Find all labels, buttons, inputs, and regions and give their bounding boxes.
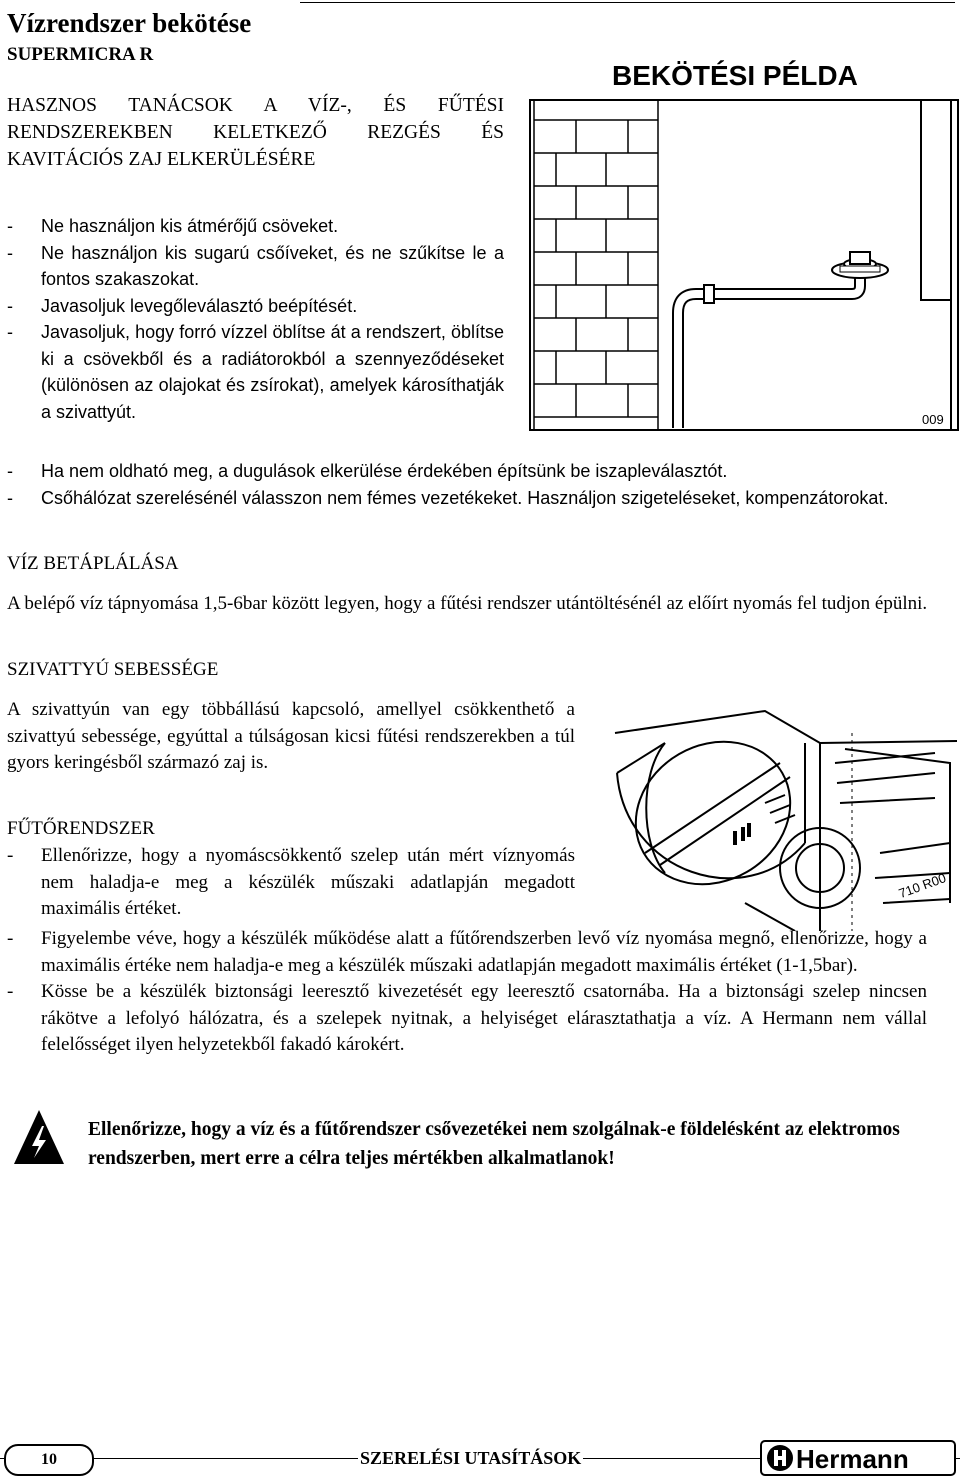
logo-text: Hermann <box>796 1444 909 1474</box>
top-rule <box>300 2 955 3</box>
list-item: - Kösse be a készülék biztonsági leeresztő kivezetését egy leeresztő csatornába. Ha a biztonsági szelep nincsen rákötve a lefolyó hálózatra, és a szelepek nyitnak, a helyiséget elárasztathatja a víz. A Hermann nem vállal felelősséget ilyen helyzetekből fakadó károkért. <box>7 979 927 1059</box>
heating-list-narrow <box>7 843 575 923</box>
list-item: - Ha nem oldható meg, a dugulások elkerülése érdekében építsünk be iszapleválasztót. <box>7 458 927 485</box>
tips-list-wide <box>7 458 927 511</box>
list-item: - Ne használjon kis sugarú csőíveket, és ne szűkítse le a fontos szakaszokat. <box>7 240 504 293</box>
figure-code: 009 <box>922 412 944 427</box>
heating-list-wide <box>7 926 927 1059</box>
footer-title: SZERELÉSI UTASÍTÁSOK <box>360 1448 582 1468</box>
water-supply-heading: VÍZ BETÁPLÁLÁSA <box>7 553 179 574</box>
water-supply-text: A belépő víz tápnyomása 1,5-6bar között legyen, hogy a fűtési rendszer utántöltésénél az előírt nyomás fel tudjon épülni. <box>7 593 928 614</box>
tips-list-narrow <box>7 213 504 425</box>
pump-switch-figure <box>605 703 957 931</box>
connection-example-figure <box>528 98 960 432</box>
hermann-logo <box>760 1440 956 1476</box>
page-number: 10 <box>4 1444 94 1476</box>
list-item: - Javasoljuk levegőleválasztó beépítését. <box>7 293 504 320</box>
pump-speed-heading: SZIVATTYÚ SEBESSÉGE <box>7 659 219 680</box>
pump-speed-text: A szivattyún van egy többállású kapcsoló, amellyel csökkenthető a szivattyú sebessége, egyúttal a túlságosan kicsi fűtési rendszerekben a túl gyors keringésből származó zaj is. <box>7 699 575 773</box>
page-subtitle: SUPERMICRA R <box>7 44 154 65</box>
tips-heading: HASZNOS TANÁCSOK A VÍZ-, ÉS FŰTÉSI RENDSZEREKBEN KELETKEZŐ REZGÉS ÉS KAVITÁCIÓS ZAJ ELKERÜLÉSÉRE <box>7 95 504 170</box>
figure-code: 710 R00 <box>896 870 948 902</box>
heating-system-heading: FŰTŐRENDSZER <box>7 818 155 839</box>
figure-title: BEKÖTÉSI PÉLDA <box>612 60 858 91</box>
list-item: - Csőhálózat szerelésénél válasszon nem fémes vezetékeket. Használjon szigeteléseket, kompenzátorokat. <box>7 485 927 512</box>
list-item: - Ellenőrizze, hogy a nyomáscsökkentő szelep után mért víznyomás nem haladja-e meg a készülék műszaki adatlapján megadott maximális értéket. <box>7 843 575 923</box>
list-item: - Javasoljuk, hogy forró vízzel öblítse át a rendszert, öblítse ki a csövekből és a radiátorokból a szennyeződéseket (különösen az olajokat és zsírokat), amelyek károsíthatják a szivattyút. <box>7 319 504 425</box>
warning-text: Ellenőrizze, hogy a víz és a fűtőrendszer csővezetékei nem szolgálnak-e földelésként az elektromos rendszerben, mert erre a célra teljes mértékben alkalmatlanok! <box>88 1119 900 1169</box>
list-item: - Ne használjon kis átmérőjű csöveket. <box>7 213 504 240</box>
list-item-text: Figyelembe véve, hogy a készülék működése alatt a fűtőrendszerben levő víz nyomása megnő, ellenőrizze, hogy a maximális értéke nem haladja-e meg a készülék műszaki adatlapján megadott maximális értéket (1-1,5bar). <box>41 928 927 976</box>
page-title: Vízrendszer bekötése <box>7 8 252 38</box>
list-item <box>7 926 927 979</box>
electric-warning-icon <box>12 1108 66 1166</box>
